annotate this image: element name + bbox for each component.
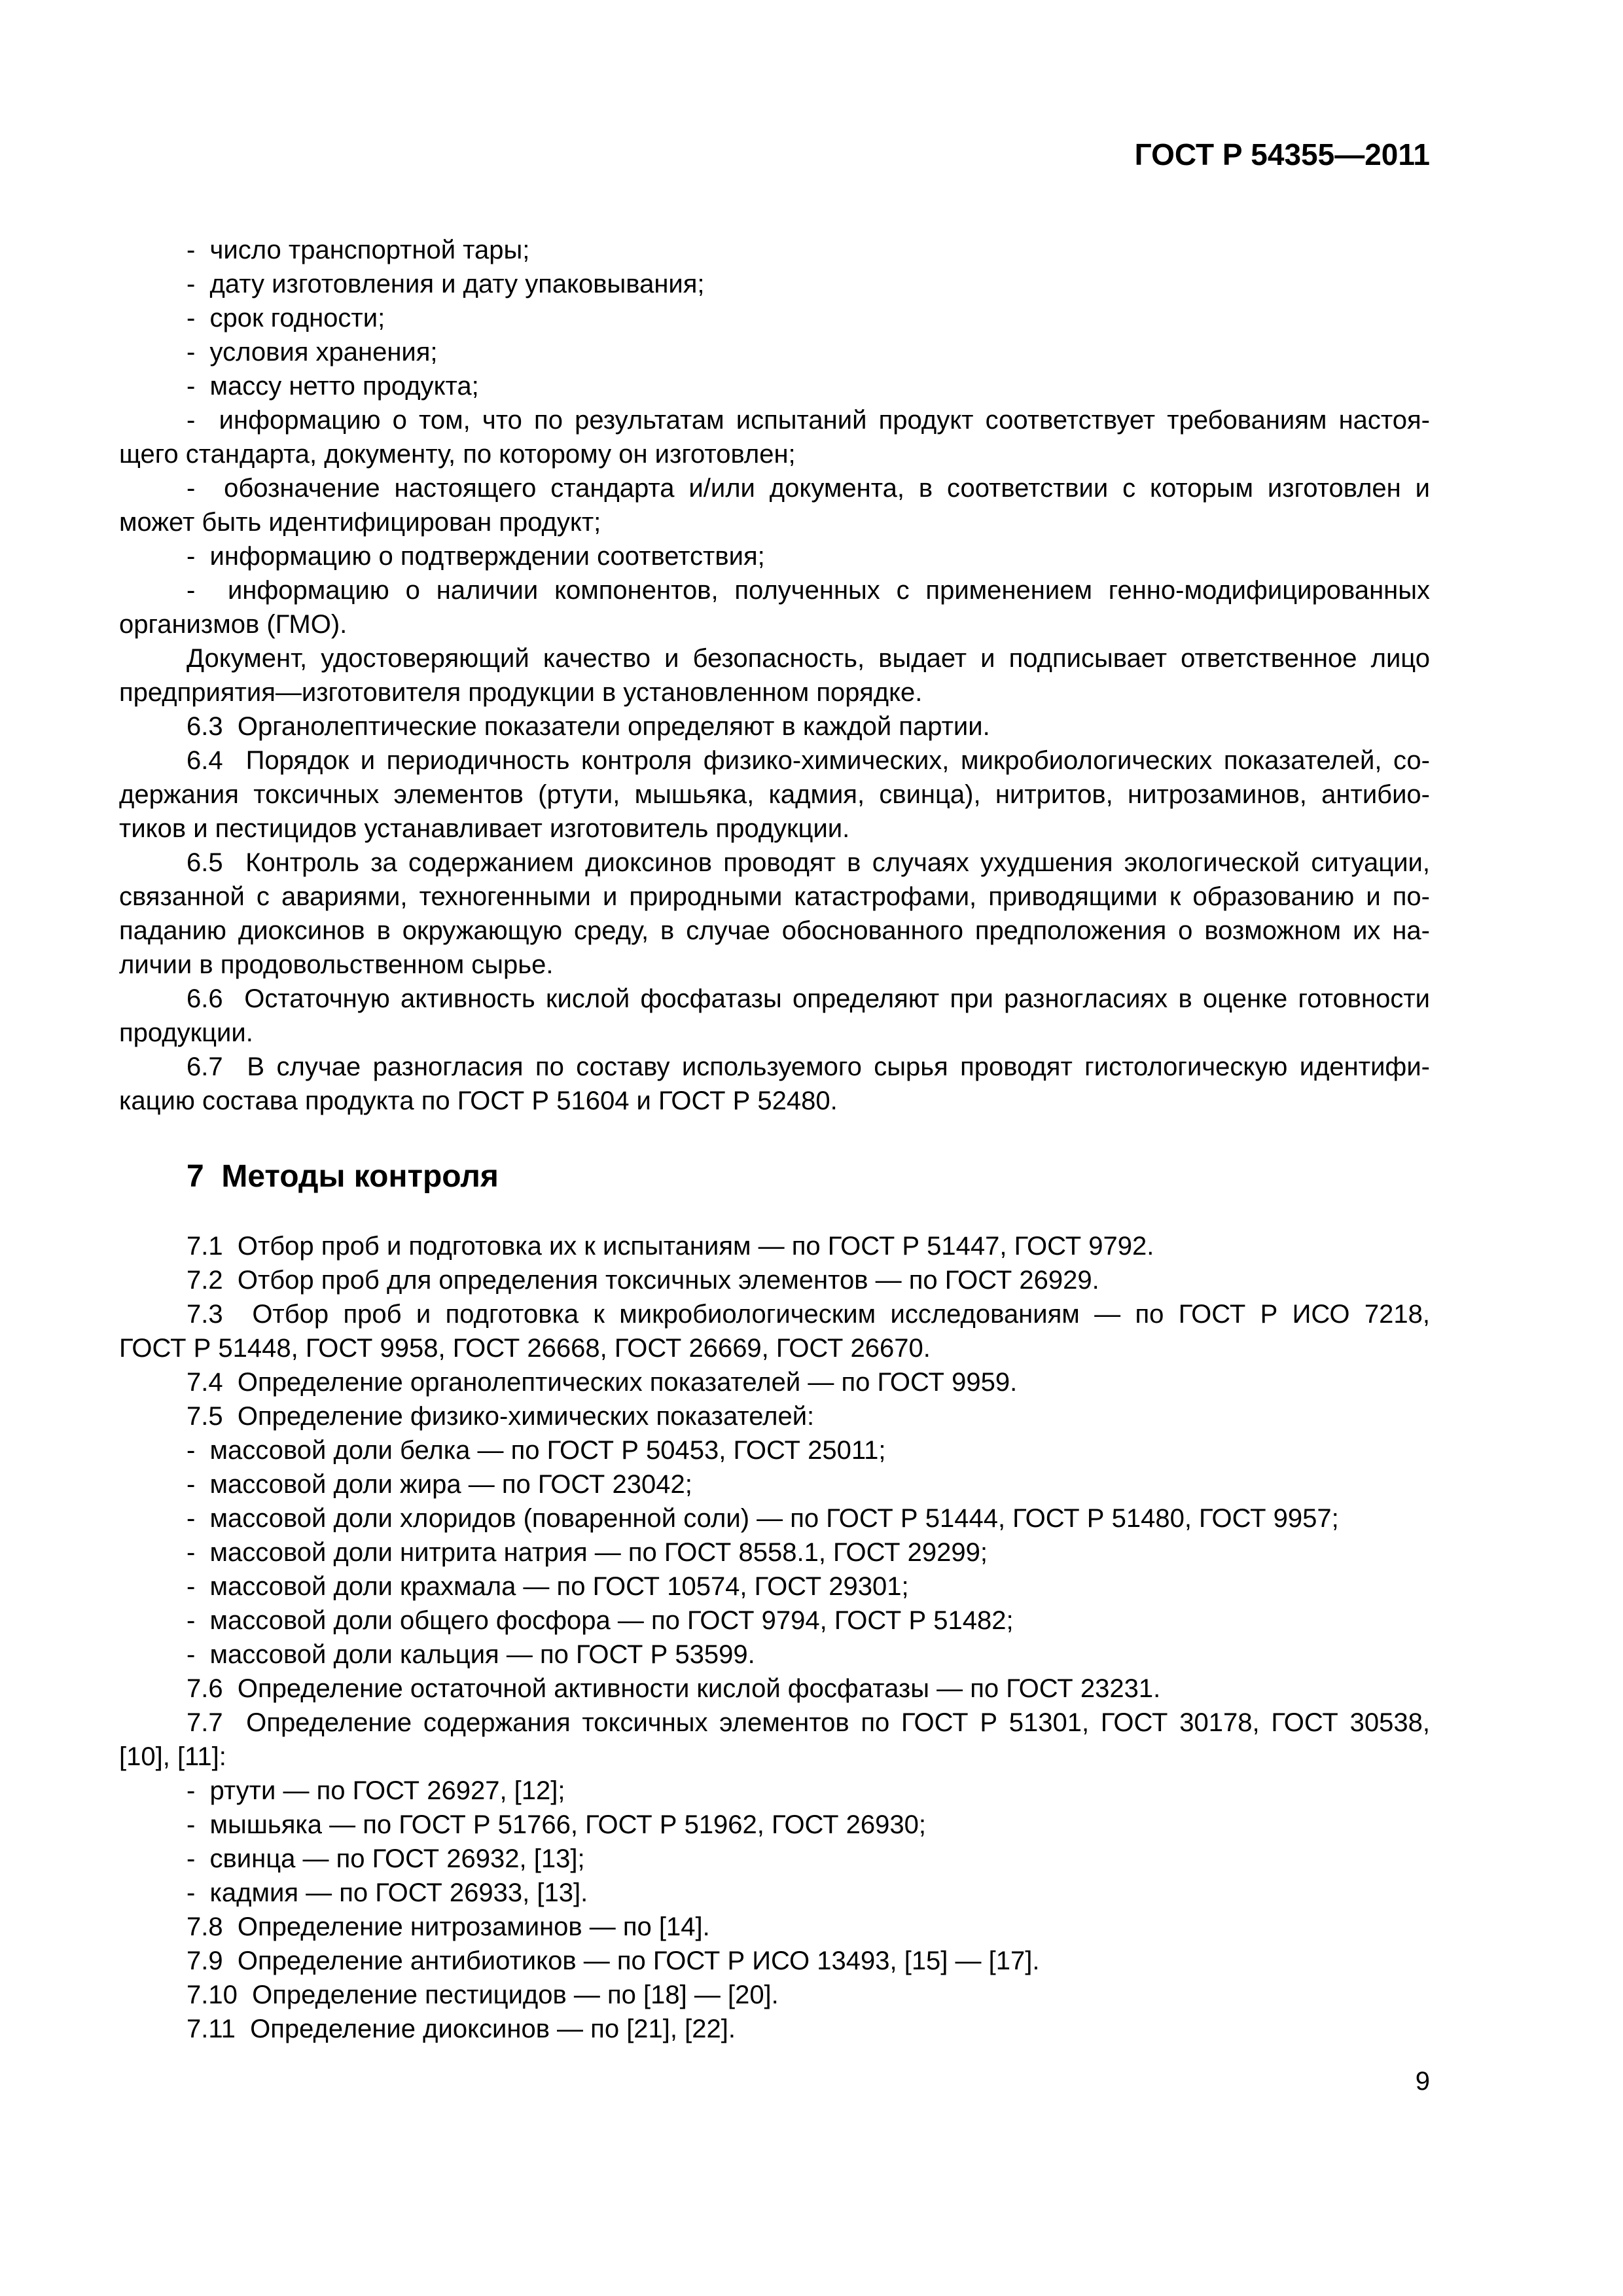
text-line: 6.6 Остаточную активность кислой фосфатазы определяют при разногласиях в оценке готовности [187,984,1430,1013]
page-number: 9 [1415,2067,1430,2096]
text-line: Документ, удостоверяющий качество и безопасность, выдает и подписывает ответственное лицо [187,644,1430,673]
doc-number-header: ГОСТ Р 54355—2011 [1134,137,1430,171]
text-line: - условия хранения; [187,338,438,367]
text-line: 6.3 Органолептические показатели определяют в каждой партии. [187,712,990,741]
text-line: кацию состава продукта по ГОСТ Р 51604 и ГОСТ Р 52480. [119,1086,838,1115]
text-line: - массовой доли крахмала — по ГОСТ 10574, ГОСТ 29301; [187,1572,909,1601]
text-line: - ртути — по ГОСТ 26927, [12]; [187,1776,565,1805]
text-line: 7.7 Определение содержания токсичных элементов по ГОСТ Р 51301, ГОСТ 30178, ГОСТ 30538, [187,1708,1430,1737]
text-line: - срок годности; [187,304,385,332]
text-line: 6.4 Порядок и периодичность контроля физико-химических, микробиологических показателей, со- [187,746,1430,775]
text-line: 6.5 Контроль за содержанием диоксинов проводят в случаях ухудшения экологической ситуации, [187,848,1430,877]
text-line: - массовой доли белка — по ГОСТ Р 50453, ГОСТ 25011; [187,1436,886,1465]
text-line: - свинца — по ГОСТ 26932, [13]; [187,1844,585,1873]
text-line: 7.11 Определение диоксинов — по [21], [22]. [187,2015,736,2043]
text-line: - дату изготовления и дату упаковывания; [187,270,705,298]
text-line: 7.1 Отбор проб и подготовка их к испытаниям — по ГОСТ Р 51447, ГОСТ 9792. [187,1232,1154,1261]
text-line: - массовой доли общего фосфора — по ГОСТ 9794, ГОСТ Р 51482; [187,1606,1014,1635]
text-line: связанной с авариями, техногенными и природными катастрофами, приводящими к образованию и по- [119,882,1430,911]
text-line: держания токсичных элементов (ртути, мышьяка, кадмия, свинца), нитритов, нитрозаминов, антибио- [119,780,1430,809]
text-line: организмов (ГМО). [119,610,348,639]
text-line: ГОСТ Р 51448, ГОСТ 9958, ГОСТ 26668, ГОСТ 26669, ГОСТ 26670. [119,1334,931,1363]
text-line: - информацию о наличии компонентов, полученных с применением генно-модифицированных [187,576,1430,605]
text-line: - массовой доли хлоридов (поваренной соли) — по ГОСТ Р 51444, ГОСТ Р 51480, ГОСТ 9957; [187,1504,1339,1533]
text-line: - обозначение настоящего стандарта и/или документа, в соответствии с которым изготовлен и [187,474,1430,503]
text-line: продукции. [119,1018,253,1047]
text-line: паданию диоксинов в окружающую среду, в случае обоснованного предположения о возможном их на- [119,916,1430,945]
text-line: 7.5 Определение физико-химических показателей: [187,1402,815,1431]
text-line: может быть идентифицирован продукт; [119,508,601,537]
text-line: - мышьяка — по ГОСТ Р 51766, ГОСТ Р 51962, ГОСТ 26930; [187,1810,926,1839]
text-line: 7.6 Определение остаточной активности кислой фосфатазы — по ГОСТ 23231. [187,1674,1161,1703]
text-line: - число транспортной тары; [187,236,530,264]
text-line: 7.2 Отбор проб для определения токсичных элементов — по ГОСТ 26929. [187,1266,1099,1295]
text-line: 7.4 Определение органолептических показателей — по ГОСТ 9959. [187,1368,1018,1397]
text-body [119,233,1430,2046]
text-line: - массовой доли жира — по ГОСТ 23042; [187,1470,692,1499]
text-line: - массовой доли кальция — по ГОСТ Р 53599. [187,1640,755,1669]
text-line: - кадмия — по ГОСТ 26933, [13]. [187,1878,588,1907]
text-line: 7.9 Определение антибиотиков — по ГОСТ Р ИСО 13493, [15] — [17]. [187,1946,1040,1975]
section-heading: 7 Методы контроля [187,1159,499,1194]
text-line: - информацию о подтверждении соответствия; [187,542,765,571]
text-line: предприятия—изготовителя продукции в установленном порядке. [119,678,923,707]
text-line: - информацию о том, что по результатам испытаний продукт соответствует требованиям настоя- [187,406,1430,435]
text-line: личии в продовольственном сырье. [119,950,554,979]
text-line: [10], [11]: [119,1742,226,1771]
text-line: тиков и пестицидов устанавливает изготовитель продукции. [119,814,850,843]
text-line: - массовой доли нитрита натрия — по ГОСТ 8558.1, ГОСТ 29299; [187,1538,988,1567]
text-line: щего стандарта, документу, по которому он изготовлен; [119,440,796,469]
text-line: - массу нетто продукта; [187,372,479,401]
text-line: 7.3 Отбор проб и подготовка к микробиологическим исследованиям — по ГОСТ Р ИСО 7218, [187,1300,1430,1329]
text-line: 7.8 Определение нитрозаминов — по [14]. [187,1912,710,1941]
text-line: 6.7 В случае разногласия по составу используемого сырья проводят гистологическую идентифи- [187,1052,1430,1081]
text-line: 7.10 Определение пестицидов — по [18] — [20]. [187,1981,779,2009]
